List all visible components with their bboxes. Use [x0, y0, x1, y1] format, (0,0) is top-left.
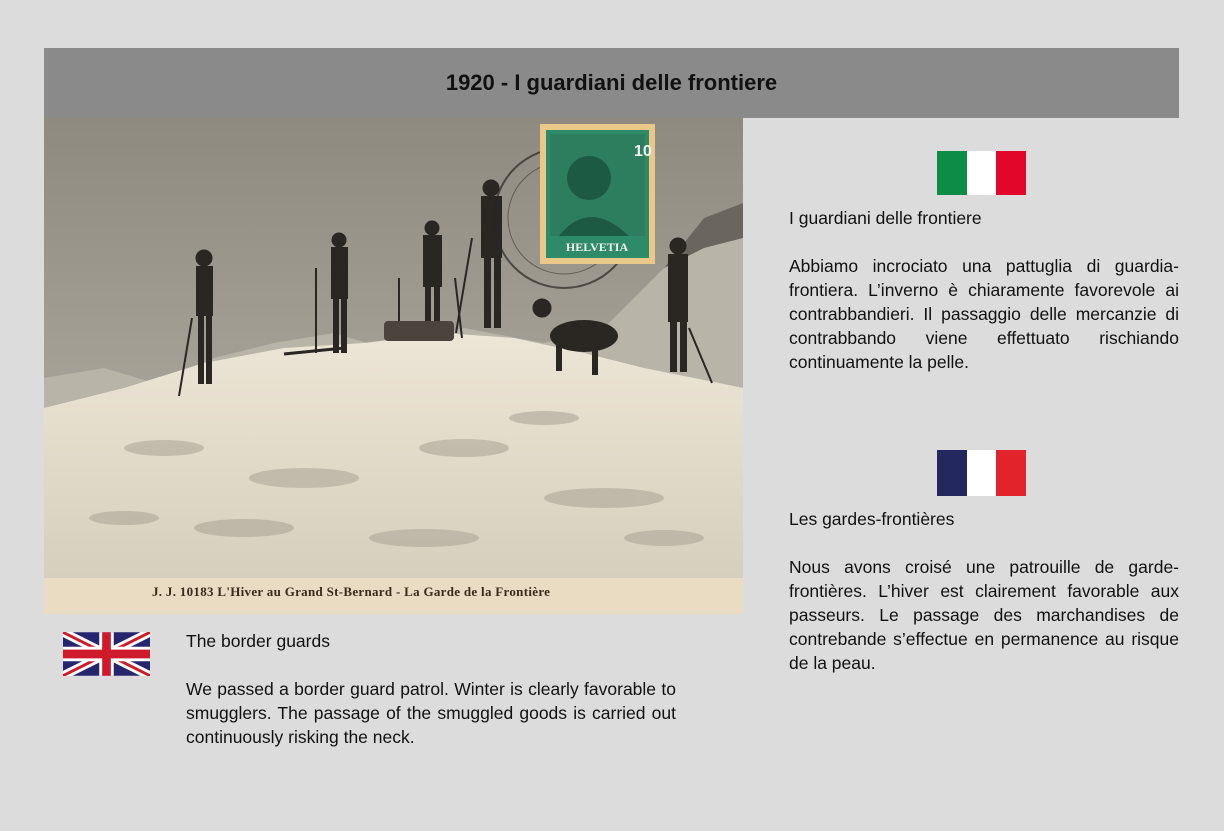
english-body: We passed a border guard patrol. Winter is clearly favorable to smugglers. The passage of the smuggled goods is carried out continuously risking the neck.: [186, 679, 676, 747]
postcard-caption: J. J. 10183 L'Hiver au Grand St-Bernard - La Garde de la Frontière: [152, 584, 551, 599]
stamp-country: HELVETIA: [565, 240, 629, 254]
postcard-image: [44, 118, 743, 614]
english-text-block: [186, 629, 676, 749]
french-text-block: [789, 507, 1179, 675]
english-heading: The border guards: [186, 631, 330, 651]
uk-flag-icon: [63, 632, 150, 676]
italian-heading: I guardiani delle frontiere: [789, 208, 982, 228]
italian-text-block: [789, 206, 1179, 374]
page-title: 1920 - I guardiani delle frontiere: [445, 70, 778, 95]
italy-flag-icon: [937, 151, 1026, 195]
french-body: Nous avons croisé une patrouille de garde-frontières. L’hiver est clairement favorable aux passeurs. Le passage des marchandises de contrebande s’effectue en permanence au risque de la peau.: [789, 557, 1179, 673]
italian-body: Abbiamo incrociato una pattuglia di guardia-frontiera. L’inverno è chiaramente favorevole ai contrabbandieri. Il passaggio delle mercanzie di contrabbando viene effettuato rischiando continuamente la pelle.: [789, 256, 1179, 372]
alpine-border-guards-photo: [44, 118, 743, 614]
french-heading: Les gardes-frontières: [789, 509, 955, 529]
title-bar: [44, 48, 1179, 118]
stamp-value: 10: [634, 143, 652, 160]
france-flag-icon: [937, 450, 1026, 496]
